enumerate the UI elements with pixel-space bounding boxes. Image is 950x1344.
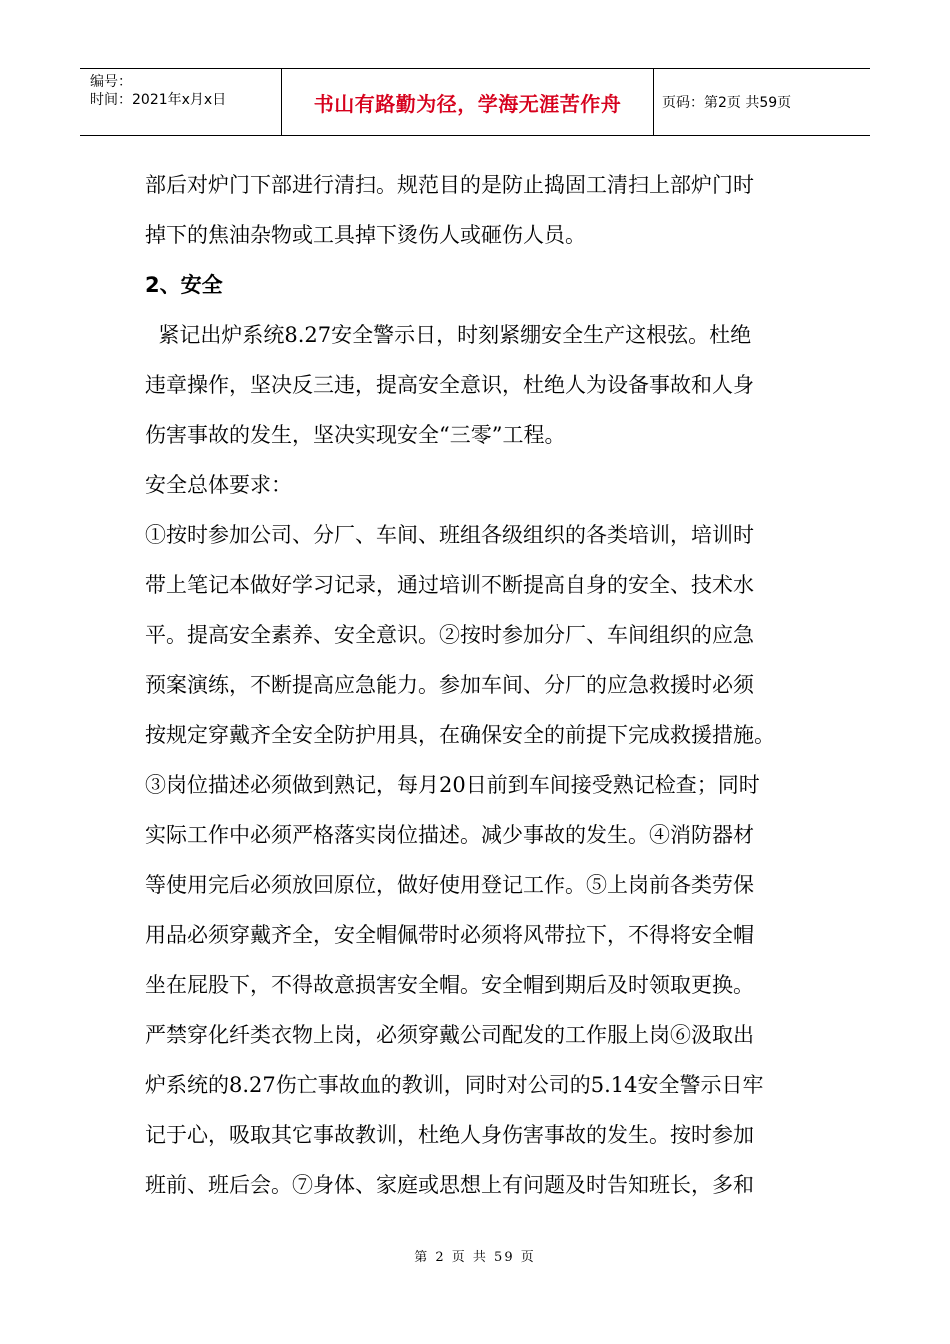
body-line: 实际工作中必须严格落实岗位描述。减少事故的发生。④消防器材 — [145, 823, 754, 847]
header-page-info: 页码：第2页 共59页 — [662, 95, 792, 111]
body-line: 严禁穿化纤类衣物上岗，必须穿戴公司配发的工作服上岗⑥汲取出 — [145, 1023, 754, 1047]
body-line: 记于心，吸取其它事故教训，杜绝人身伤害事故的发生。按时参加 — [145, 1123, 754, 1147]
body-line: ③岗位描述必须做到熟记，每月20日前到车间接受熟记检查；同时 — [145, 773, 760, 797]
body-line: 安全总体要求： — [145, 473, 292, 497]
header-motto: 书山有路勤为径，学海无涯苦作舟 — [282, 69, 654, 135]
body-line: 掉下的焦油杂物或工具掉下烫伤人或砸伤人员。 — [145, 223, 586, 247]
time-label: 时间：2021年x月x日 — [90, 92, 227, 108]
body-line: 平。提高安全素养、安全意识。②按时参加分厂、车间组织的应急 — [145, 623, 754, 647]
body-line: 部后对炉门下部进行清扫。规范目的是防止捣固工清扫上部炉门时 — [145, 173, 754, 197]
header-meta — [80, 69, 282, 135]
body-line: 用品必须穿戴齐全，安全帽佩带时必须将风带拉下，不得将安全帽 — [145, 923, 754, 947]
number-label: 编号： — [90, 74, 132, 90]
body-line: 班前、班后会。⑦身体、家庭或思想上有问题及时告知班长，多和 — [145, 1173, 754, 1197]
body-line: 等使用完后必须放回原位，做好使用登记工作。⑤上岗前各类劳保 — [145, 873, 754, 897]
page-footer: 第 2 页 共 59 页 — [414, 1250, 536, 1265]
body-line: 紧记出炉系统8.27安全警示日，时刻紧绷安全生产这根弦。杜绝 — [145, 323, 752, 347]
body-line: 伤害事故的发生，坚决实现安全“三零”工程。 — [145, 423, 566, 447]
body-line: 预案演练，不断提高应急能力。参加车间、分厂的应急救援时必须 — [145, 673, 754, 697]
body-line: 坐在屁股下，不得故意损害安全帽。安全帽到期后及时领取更换。 — [145, 973, 754, 997]
body-line: 炉系统的8.27伤亡事故血的教训，同时对公司的5.14安全警示日牢 — [145, 1073, 764, 1097]
body-line: ①按时参加公司、分厂、车间、班组各级组织的各类培训，培训时 — [145, 523, 754, 547]
body-line: 按规定穿戴齐全安全防护用具，在确保安全的前提下完成救援措施。 — [145, 723, 775, 747]
body-line: 带上笔记本做好学习记录，通过培训不断提高自身的安全、技术水 — [145, 573, 754, 597]
body-line: 违章操作，坚决反三违，提高安全意识，杜绝人为设备事故和人身 — [145, 373, 754, 397]
section-heading: 2、安全 — [145, 273, 223, 297]
document-header — [80, 68, 870, 136]
document-body — [145, 160, 805, 1210]
